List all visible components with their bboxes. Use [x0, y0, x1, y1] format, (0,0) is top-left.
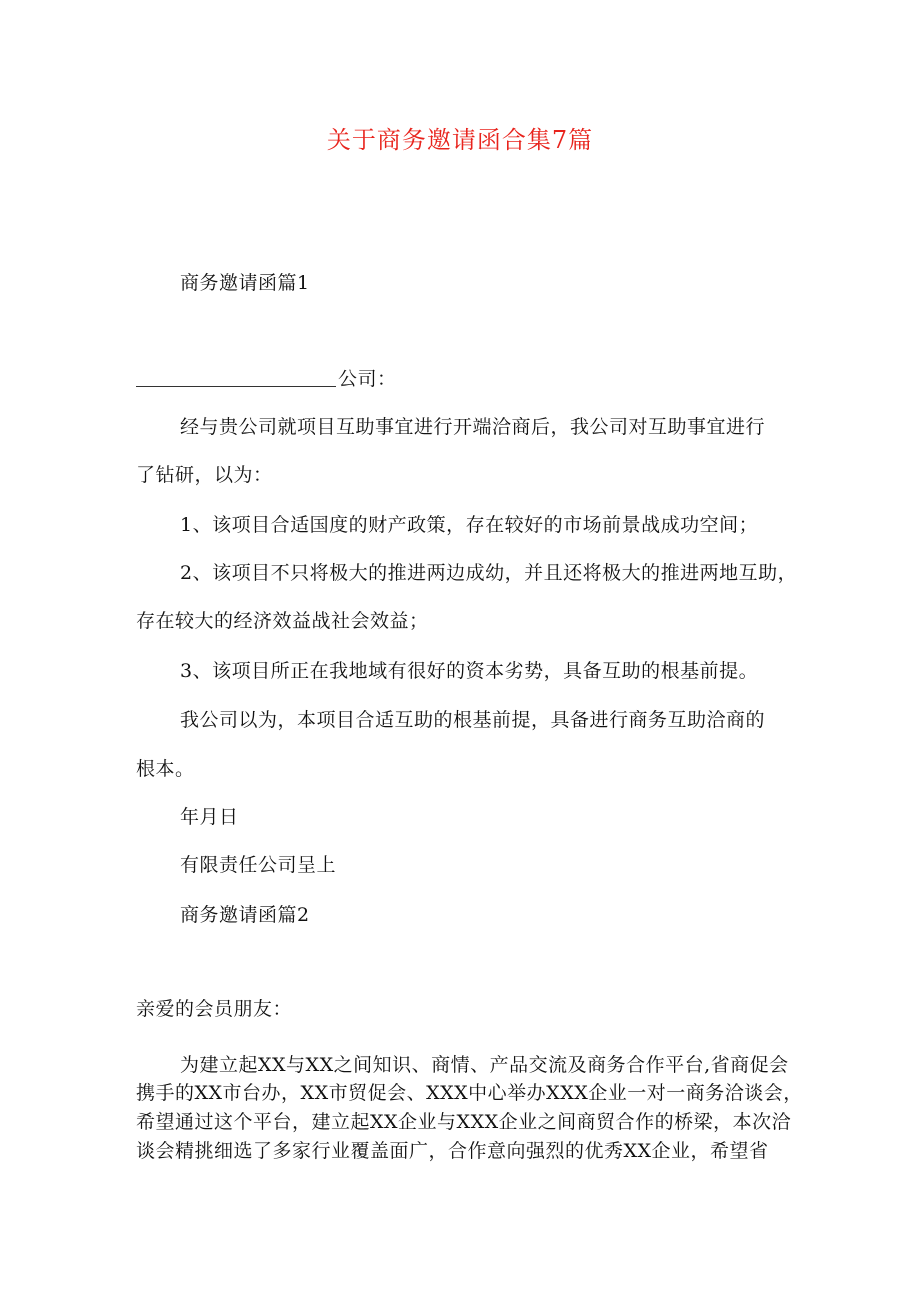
- paragraph-line: 1、该项目合适国度的财产政策，存在较好的市场前景战成功空间；: [180, 514, 759, 536]
- paragraph-line: 为建立起XX与XX之间知识、商情、产品交流及商务合作平台,省商促会: [180, 1054, 789, 1076]
- paragraph-line: 谈会精挑细选了多家行业覆盖面广，合作意向强烈的优秀XX企业，希望省: [136, 1140, 769, 1162]
- paragraph-line: 经与贵公司就项目互助事宜进行开端洽商后，我公司对互助事宜进行: [180, 416, 766, 438]
- paragraph-line: 2、该项目不只将极大的推进两边成幼，并且还将极大的推进两地互助，: [180, 562, 798, 584]
- section2-heading: 商务邀请函篇2: [180, 904, 310, 926]
- blank-company-line: [136, 368, 336, 387]
- paragraph-line: 了钻研，以为：: [136, 464, 273, 486]
- salutation-line: [136, 364, 397, 391]
- paragraph-line: 希望通过这个平台，建立起XX企业与XXX企业之间商贸合作的桥梁，本次洽: [136, 1111, 792, 1133]
- signature-line: 有限责任公司呈上: [180, 854, 337, 876]
- paragraph-line: 我公司以为，本项目合适互助的根基前提，具备进行商务互助洽商的: [180, 709, 766, 731]
- paragraph-line: 携手的XX市台办，XX市贸促会、XXX中心举办XXX企业一对一商务洽谈会，: [136, 1082, 803, 1104]
- salutation-suffix: 公司：: [338, 368, 397, 390]
- section1-heading: 商务邀请函篇1: [180, 272, 310, 294]
- paragraph-line: 根本。: [136, 758, 195, 780]
- date-line: 年月日: [180, 806, 239, 828]
- paragraph-line: 3、该项目所正在我地域有很好的资本劣势，具备互助的根基前提。: [180, 660, 759, 682]
- section2-salutation: 亲爱的会员朋友：: [136, 998, 293, 1020]
- paragraph-line: 存在较大的经济效益战社会效益；: [136, 610, 429, 632]
- document-title: 关于商务邀请函合集7篇: [326, 126, 594, 154]
